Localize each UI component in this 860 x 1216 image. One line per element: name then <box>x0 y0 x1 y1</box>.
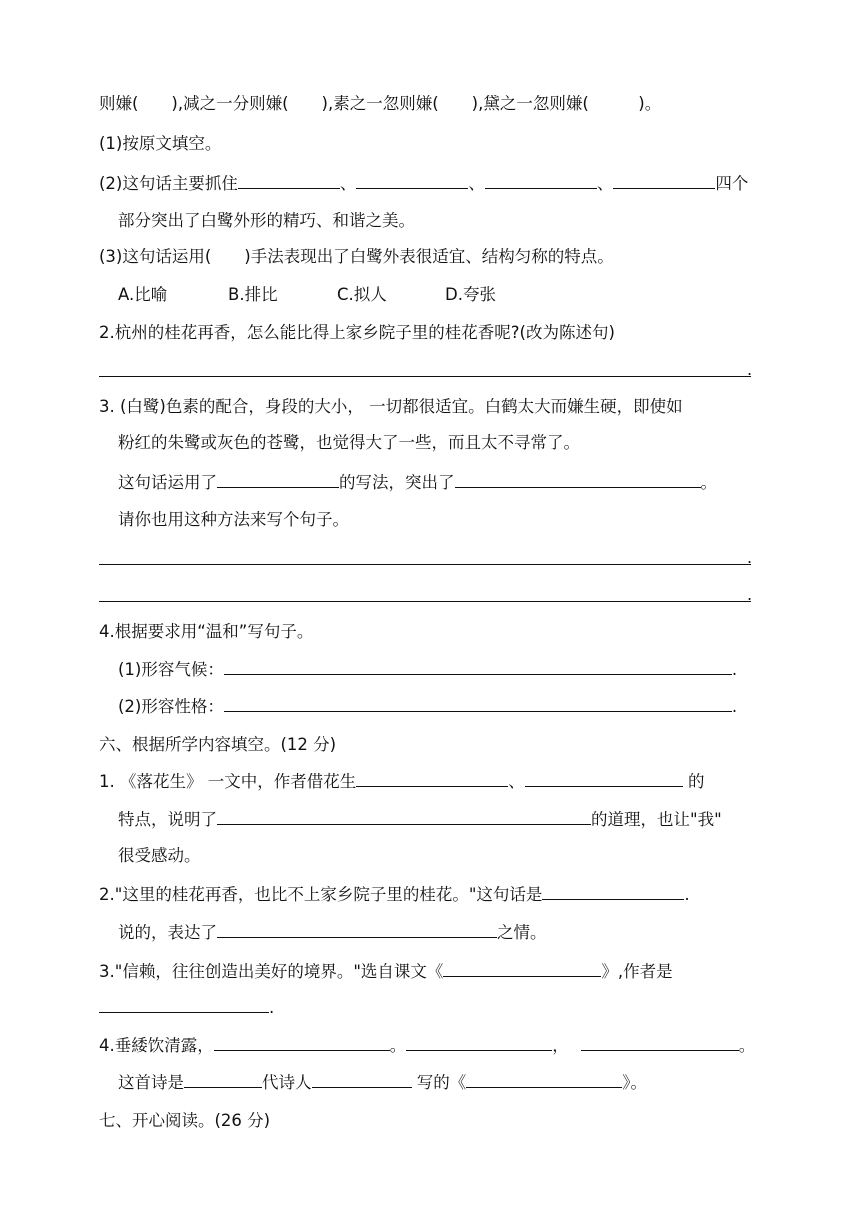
subquestion-3: (3)这句话运用( )手法表现出了白鹭外表很适宜、结构匀称的特点。 <box>99 247 614 266</box>
section-6-q1-line-1 <box>99 770 704 793</box>
section-6-q4-text: 4.垂緌饮清露， <box>99 1036 214 1055</box>
line-end-period: . <box>684 885 690 904</box>
option-c[interactable]: C.拟人 <box>337 285 387 304</box>
question-3-line-4: 请你也用这种方法来写个句子。 <box>118 510 349 529</box>
question-4-sub-1 <box>118 658 737 681</box>
section-6-q2-line-1 <box>99 883 690 906</box>
answer-blank[interactable] <box>184 1071 262 1088</box>
question-4-sub-2-label: (2)形容性格： <box>118 697 224 716</box>
section-6-q1-line-2 <box>118 808 722 831</box>
question-3-line-1: 3. (白鹭)色素的配合，身段的大小， 一切都很适宜。白鹤太大而嫌生硬，即使如 <box>99 397 683 416</box>
option-a[interactable]: A.比喻 <box>118 285 168 304</box>
answer-line[interactable] <box>99 564 751 565</box>
section-6-q4-text: 这首诗是 <box>118 1073 184 1092</box>
option-b[interactable]: B.排比 <box>228 285 278 304</box>
separator: 、 <box>508 772 525 791</box>
subquestion-2-end: 四个 <box>715 174 749 193</box>
line-end-period: . <box>747 548 753 567</box>
answer-blank[interactable] <box>406 1034 552 1051</box>
answer-blank[interactable] <box>217 471 339 488</box>
answer-blank[interactable] <box>542 883 684 900</box>
answer-blank[interactable] <box>217 808 591 825</box>
section-6-q1-text: 的道理，也让"我" <box>591 810 722 829</box>
section-6-q3-line-2 <box>99 996 274 1019</box>
answer-blank[interactable] <box>443 960 601 977</box>
separator: ， <box>552 1036 569 1055</box>
answer-line[interactable] <box>99 376 751 377</box>
answer-blank[interactable] <box>238 172 340 189</box>
answer-line[interactable] <box>99 601 751 602</box>
answer-blank[interactable] <box>525 770 683 787</box>
section-6-q2-text: 2."这里的桂花再香，也比不上家乡院子里的桂花。"这句话是 <box>99 885 543 904</box>
question-line-1: 则嫌( ),减之一分则嫌( ),素之一忽则嫌( ),黛之一忽则嫌( )。 <box>99 94 662 113</box>
section-6-q3-text: 3."信赖，往往创造出美好的境界。"选自课文《 <box>99 962 444 981</box>
section-6-q1-text: 特点，说明了 <box>118 810 217 829</box>
separator: 、 <box>596 174 614 193</box>
separator: 、 <box>468 174 485 193</box>
instruction-fill-blanks: (1)按原文填空。 <box>99 134 222 153</box>
section-6-q1-text: 的 <box>682 772 705 791</box>
answer-blank[interactable] <box>455 471 701 488</box>
line-end-period: . <box>731 697 738 716</box>
answer-blank[interactable] <box>581 1034 739 1051</box>
subquestion-2-continued: 部分突出了白鹭外形的精巧、和谐之美。 <box>118 211 415 230</box>
question-3-text: 这句话运用了 <box>118 473 217 492</box>
answer-blank[interactable] <box>217 921 497 938</box>
separator: 。 <box>738 1036 756 1055</box>
section-6-q1-line-3: 很受感动。 <box>118 846 201 865</box>
question-3-line-2: 粉红的朱鹭或灰色的苍鹭，也觉得大了一些，而且太不寻常了。 <box>118 433 580 452</box>
answer-blank[interactable] <box>485 172 597 189</box>
section-6-heading: 六、根据所学内容填空。(12 分) <box>99 735 337 754</box>
question-4-sub-1-label: (1)形容气候： <box>118 660 224 679</box>
line-end-period: . <box>747 585 753 604</box>
question-2: 2.杭州的桂花再香，怎么能比得上家乡院子里的桂花香呢?(改为陈述句) <box>99 323 615 342</box>
answer-blank[interactable] <box>356 770 508 787</box>
separator: 、 <box>339 174 357 193</box>
subquestion-2-text: (2)这句话主要抓住 <box>99 174 238 193</box>
section-6-q4-line-1 <box>99 1034 755 1057</box>
section-6-q4-text: 》。 <box>622 1073 647 1092</box>
separator: 。 <box>389 1036 407 1055</box>
answer-blank[interactable] <box>356 172 468 189</box>
section-7-heading: 七、开心阅读。(26 分) <box>99 1111 271 1130</box>
section-6-q3-text: 》,作者是 <box>601 962 673 981</box>
answer-blank[interactable] <box>224 695 732 712</box>
question-4-sub-2 <box>118 695 737 718</box>
answer-blank[interactable] <box>99 996 269 1013</box>
line-end-period: . <box>747 360 753 379</box>
section-6-q2-text: 之情。 <box>497 923 547 942</box>
line-end-period: . <box>269 998 275 1017</box>
question-3-text: 。 <box>700 473 717 492</box>
section-6-q4-text: 代诗人 <box>262 1073 312 1092</box>
section-6-q3-line-1 <box>99 960 673 983</box>
section-6-q1-text: 1. 《落花生》 一文中，作者借花生 <box>99 772 357 791</box>
question-3-line-3 <box>118 471 717 494</box>
question-3-text: 的写法，突出了 <box>339 473 455 492</box>
section-6-q2-text: 说的，表达了 <box>118 923 217 942</box>
line-end-period: . <box>731 660 738 679</box>
section-6-q4-line-2 <box>118 1071 647 1094</box>
option-d[interactable]: D.夸张 <box>445 285 496 304</box>
subquestion-2 <box>99 172 748 195</box>
answer-blank[interactable] <box>224 658 732 675</box>
question-4: 4.根据要求用“温和”写句子。 <box>99 622 314 641</box>
section-6-q4-text: 写的《 <box>411 1073 467 1092</box>
answer-blank[interactable] <box>466 1071 622 1088</box>
answer-blank[interactable] <box>312 1071 412 1088</box>
answer-blank[interactable] <box>214 1034 390 1051</box>
answer-blank[interactable] <box>613 172 715 189</box>
section-6-q2-line-2 <box>118 921 547 944</box>
